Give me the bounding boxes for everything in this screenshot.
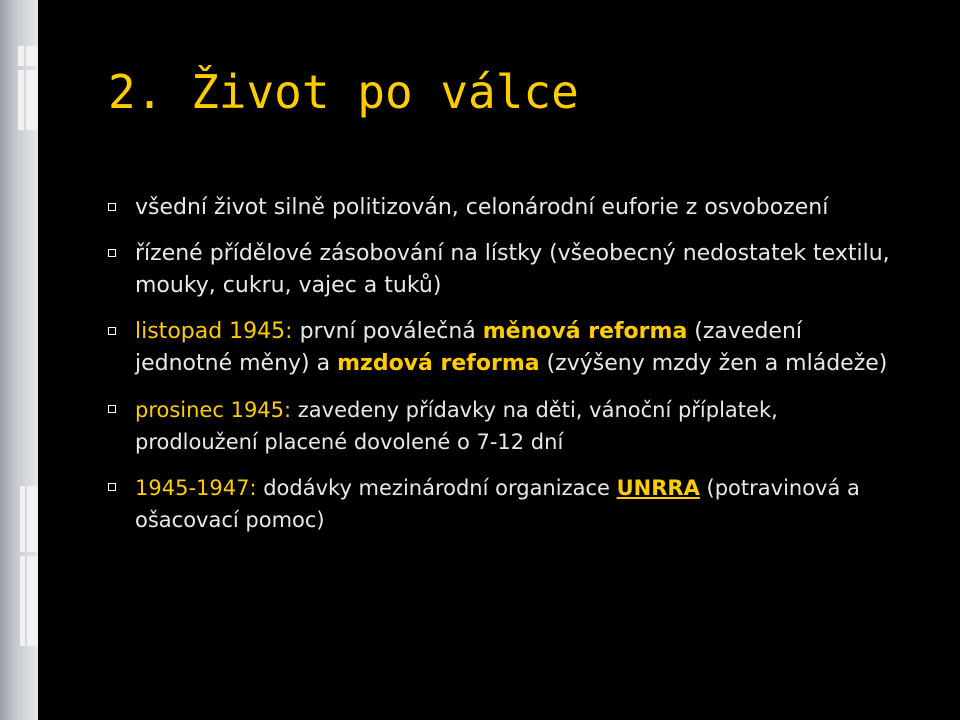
bullet-text-part: (zavedení jednotné měny) a xyxy=(135,319,803,376)
bullet-date-prefix: 1945-1947: xyxy=(135,476,257,500)
decor-block-8 xyxy=(27,556,38,646)
bullet-item-2 xyxy=(108,238,898,302)
decor-block-4 xyxy=(26,70,38,130)
decor-block-5 xyxy=(20,486,25,552)
bullet-text: všední život silně politizován, celonárodní euforie z osvobození xyxy=(135,195,829,220)
square-bullet-icon xyxy=(108,483,116,491)
bullet-item-5 xyxy=(108,472,898,536)
term-wage-reform: mzdová reforma xyxy=(337,351,540,376)
square-bullet-icon xyxy=(108,327,116,335)
decor-block-3 xyxy=(18,70,24,130)
slide-title: 2. Život po válce xyxy=(108,65,579,119)
bullet-text-part: zavedeny přídavky na děti, vánoční příplatek, prodloužení placené dovolené o 7-12 dní xyxy=(135,398,778,454)
bullet-text-part: dodávky mezinárodní organizace xyxy=(256,476,617,500)
decor-block-7 xyxy=(20,556,25,646)
bullet-text: řízené přídělové zásobování na lístky (všeobecný nedostatek textilu, mouky, cukru, vajec a tuků) xyxy=(135,241,890,298)
bullet-item-1 xyxy=(108,192,898,224)
bullet-text-part: (zvýšeny mzdy žen a mládeže) xyxy=(539,351,888,376)
bullet-text-part: (potravinová a ošacovací pomoc) xyxy=(135,476,860,532)
bullet-text-part: první poválečná xyxy=(292,319,483,344)
square-bullet-icon xyxy=(108,405,116,413)
bullet-item-3 xyxy=(108,316,898,380)
decor-block-2 xyxy=(26,46,38,66)
bullet-item-4 xyxy=(108,394,898,458)
square-bullet-icon xyxy=(108,249,116,257)
decor-block-1 xyxy=(18,46,24,66)
bullet-date-prefix: listopad 1945: xyxy=(135,319,293,344)
unrra-link[interactable]: UNRRA xyxy=(616,476,700,500)
square-bullet-icon xyxy=(108,203,116,211)
bullet-date-prefix: prosinec 1945: xyxy=(135,398,292,422)
decor-block-6 xyxy=(27,486,38,552)
bullet-list xyxy=(108,192,898,550)
term-currency-reform: měnová reforma xyxy=(482,319,688,344)
